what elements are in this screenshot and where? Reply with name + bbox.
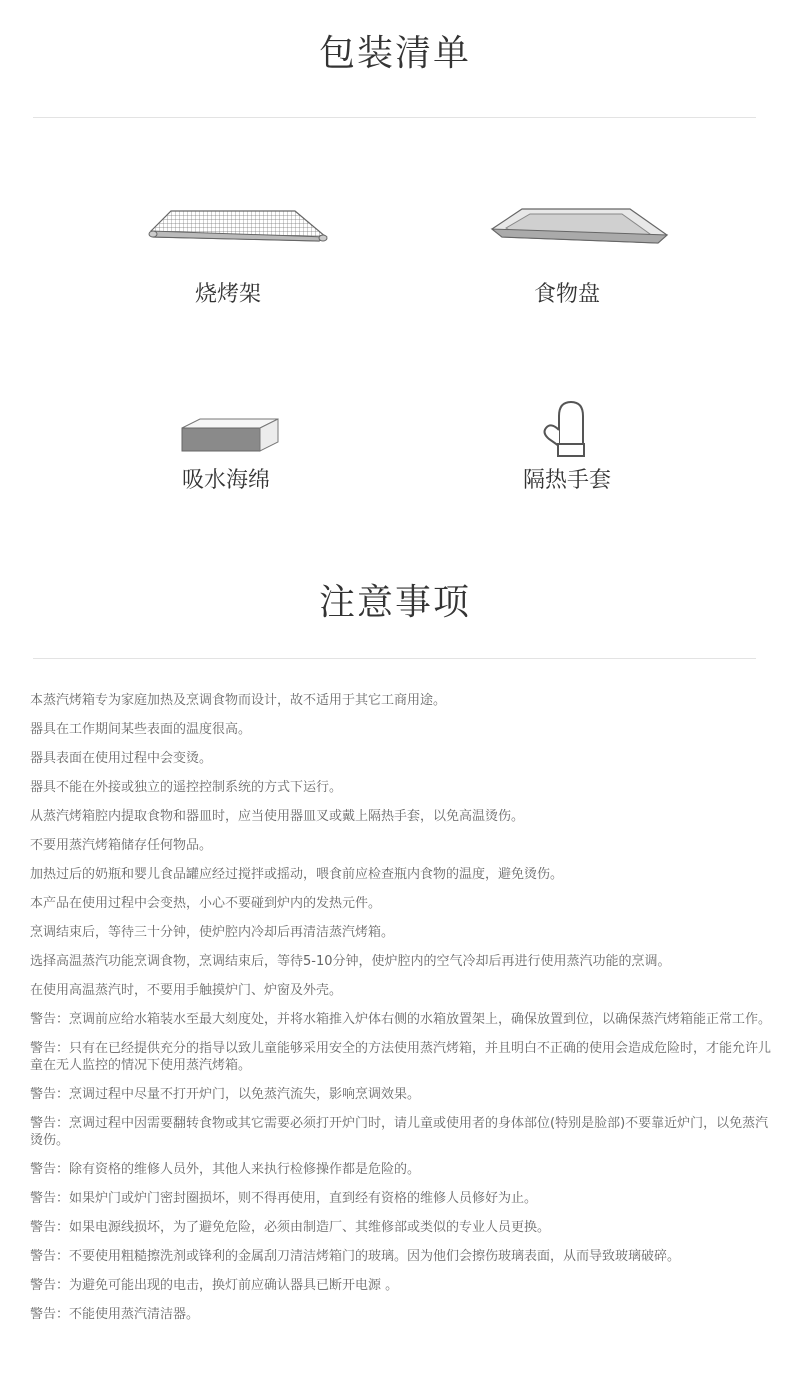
note-item: 警告：如果电源线损坏，为了避免危险，必须由制造厂、其维修部或类似的专业人员更换。 [30,1220,551,1235]
note-item: 烹调结束后，等待三十分钟，使炉腔内冷却后再清洁蒸汽烤箱。 [30,925,395,940]
food-tray-icon [462,195,672,255]
grill-rack-icon [123,195,333,255]
note-item: 警告：如果炉门或炉门密封圈损坏，则不得再使用，直到经有资格的维修人员修好为止。 [30,1191,538,1206]
note-item: 警告：只有在已经提供充分的指导以致儿童能够采用安全的方法使用蒸汽烤箱，并且明白不正确的使用会造成危险时，才能允许儿童在无人监控的情况下使用蒸汽烤箱。 [30,1041,772,1073]
note-item: 警告：烹调过程中尽量不打开炉门，以免蒸汽流失，影响烹调效果。 [30,1087,421,1102]
notes-list [30,692,775,1323]
note-item: 不要用蒸汽烤箱储存任何物品。 [30,838,213,853]
packing-list-title: 包装清单 [318,33,471,74]
packing-item-food-tray [437,195,697,315]
note-item: 警告：为避免可能出现的电击，换灯前应确认器具已断开电源 。 [30,1278,399,1293]
note-item: 器具在工作期间某些表面的温度很高。 [30,722,252,737]
note-item: 本产品在使用过程中会变热，小心不要碰到炉内的发热元件。 [30,896,382,911]
note-item: 警告：不能使用蒸汽清洁器。 [30,1307,200,1322]
note-item: 加热过后的奶瓶和婴儿食品罐应经过搅拌或摇动，喂食前应检查瓶内食物的温度，避免烫伤。 [30,867,564,882]
note-item: 本蒸汽烤箱专为家庭加热及烹调食物而设计，故不适用于其它工商用途。 [30,693,447,708]
oven-mitt-icon [537,398,597,460]
note-item: 器具表面在使用过程中会变烫。 [30,751,213,766]
sponge-icon [166,415,286,455]
note-item: 器具不能在外接或独立的遥控控制系统的方式下运行。 [30,780,343,795]
packing-item-grill-rack [98,195,358,315]
note-item: 警告：烹调前应给水箱装水至最大刻度处，并将水箱推入炉体右侧的水箱放置架上，确保放置到位，以确保蒸汽烤箱能正常工作。 [30,1012,772,1027]
notes-title: 注意事项 [318,582,471,623]
sponge-label: 吸水海绵 [181,468,270,493]
packing-divider [33,117,756,118]
note-item: 警告：不要使用粗糙擦洗剂或锋利的金属刮刀清洁烤箱门的玻璃。因为他们会擦伤玻璃表面，从而导致玻璃破碎。 [30,1249,681,1264]
note-item: 在使用高温蒸汽时，不要用手触摸炉门、炉窗及外壳。 [30,983,343,998]
notes-divider [33,658,756,659]
note-item: 从蒸汽烤箱腔内提取食物和器皿时，应当使用器皿叉或戴上隔热手套，以免高温烫伤。 [30,809,525,824]
packing-item-sponge [96,415,356,505]
packing-item-oven-mitt [437,398,697,498]
grill-rack-label: 烧烤架 [194,282,261,307]
food-tray-label: 食物盘 [533,282,600,307]
note-item: 警告：除有资格的维修人员外，其他人来执行检修操作都是危险的。 [30,1162,421,1177]
oven-mitt-label: 隔热手套 [522,468,611,493]
note-item: 警告：烹调过程中因需要翻转食物或其它需要必须打开炉门时，请儿童或使用者的身体部位(特别是脸部)不要靠近炉门，以免蒸汽烫伤。 [30,1116,769,1148]
note-item: 选择高温蒸汽功能烹调食物，烹调结束后，等待5-10分钟，使炉腔内的空气冷却后再进行使用蒸汽功能的烹调。 [30,954,671,969]
